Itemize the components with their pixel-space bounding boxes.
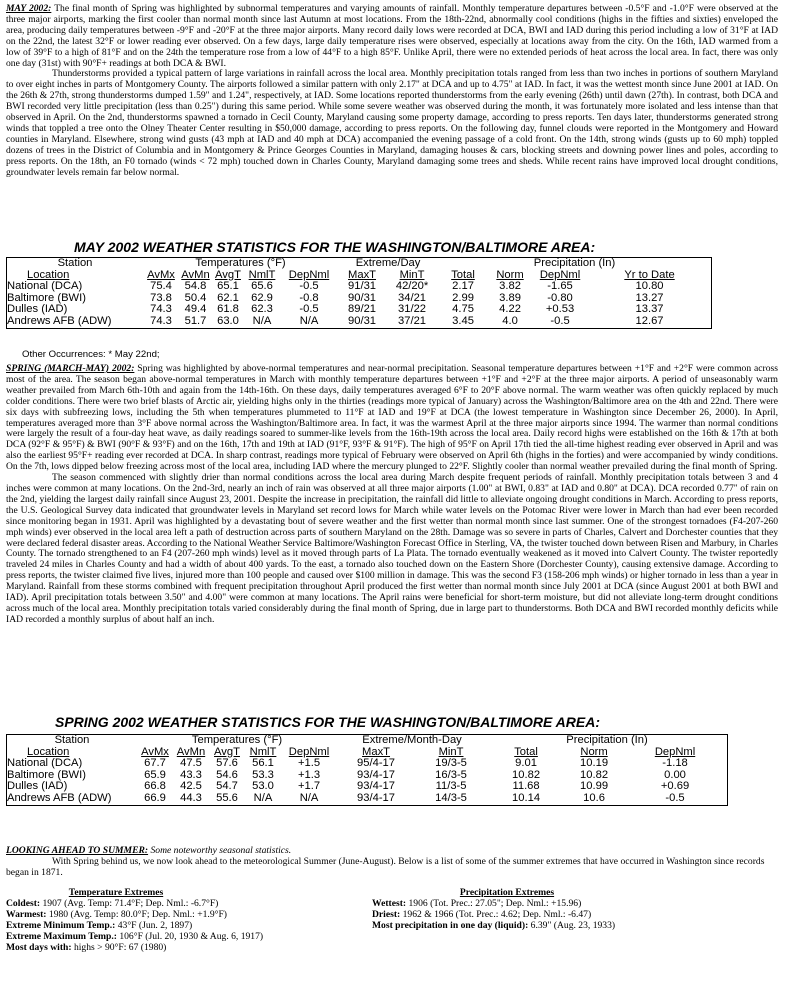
spring-group-extreme: Extreme/Month-Day xyxy=(362,734,462,746)
table-cell: 53.0 xyxy=(252,780,274,793)
table-cell: 62.9 xyxy=(251,291,273,304)
extreme-label: Coldest: xyxy=(6,898,41,909)
spring-col-avgt: AvgT xyxy=(214,745,240,758)
extreme-label: Driest: xyxy=(372,909,401,920)
may-col-avmn: AvMn xyxy=(181,268,210,281)
table-cell: 10.99 xyxy=(580,780,609,793)
table-cell: N/A xyxy=(299,314,319,327)
table-cell: 54.6 xyxy=(216,768,238,781)
table-cell: 10.19 xyxy=(580,757,609,770)
table-cell: 9.01 xyxy=(515,757,537,770)
may-col-depnml: DepNml xyxy=(288,268,330,281)
table-cell: -0.80 xyxy=(547,291,573,304)
spring-col-maxt: MaxT xyxy=(362,745,391,758)
looking-ahead-subtitle: Some noteworthy seasonal statistics. xyxy=(148,845,292,856)
spring-col-nmlt: NmlT xyxy=(249,745,277,758)
list-item xyxy=(6,942,366,953)
table-cell: +1.3 xyxy=(297,768,321,781)
looking-ahead-lead: LOOKING AHEAD TO SUMMER: xyxy=(6,845,149,856)
station-name: Baltimore (BWI) xyxy=(7,291,86,304)
table-cell: 42/20* xyxy=(395,280,429,293)
table-cell: 2.17 xyxy=(452,280,474,293)
table-cell: +0.69 xyxy=(660,780,690,793)
table-cell: 49.4 xyxy=(184,303,207,316)
spring-col-precip-depnml: DepNml xyxy=(654,745,696,758)
table-cell: 47.5 xyxy=(180,757,202,770)
table-cell: 65.6 xyxy=(251,280,273,293)
table-cell: 53.3 xyxy=(252,768,274,781)
list-item xyxy=(372,920,772,931)
table-cell: -0.5 xyxy=(665,791,685,804)
may-col-yr-to-date: Yr to Date xyxy=(624,268,675,281)
temperature-extremes xyxy=(6,887,366,953)
table-cell: -0.5 xyxy=(299,280,319,293)
station-name: Baltimore (BWI) xyxy=(7,768,86,781)
may-group-extreme: Extreme/Day xyxy=(355,257,421,269)
table-cell: 54.8 xyxy=(184,280,207,293)
station-name: Dulles (IAD) xyxy=(7,780,68,793)
may-col-total: Total xyxy=(451,268,475,281)
temperature-extremes-title: Temperature Extremes xyxy=(68,887,164,898)
extreme-value: 6.39" (Aug. 23, 1933) xyxy=(528,920,616,931)
extreme-label: Most days with: xyxy=(6,942,72,953)
table-cell: 55.6 xyxy=(216,791,238,804)
list-item xyxy=(372,909,772,920)
table-cell: 74.3 xyxy=(150,314,172,327)
spring-group-precipitation: Precipitation (In) xyxy=(566,734,648,746)
table-cell: 74.3 xyxy=(150,303,172,316)
extreme-value: 1962 & 1966 (Tot. Prec.: 4.62; Dep. Nml.: -6.47) xyxy=(400,909,592,920)
may-summary-lead: MAY 2002: xyxy=(6,3,52,14)
table-cell: -0.5 xyxy=(550,314,570,327)
looking-ahead xyxy=(6,846,778,879)
extreme-value: 1906 (Tot. Prec.: 27.05"; Dep. Nml.: +15.96) xyxy=(406,898,582,909)
spring-group-temperatures: Temperatures (°F) xyxy=(191,734,283,746)
may-table-note: Other Occurrences: * May 22nd; xyxy=(22,349,160,360)
table-cell: 10.80 xyxy=(635,280,664,293)
table-cell: 13.37 xyxy=(635,303,664,316)
may-summary-p2: Thunderstorms provided a typical pattern of large variations in rainfall across the local area. Monthly precipitation totals ranged from less than two inches in portions of southern Maryland to over eight inches in parts of Montgomery County. The airports followed a similar pattern with only 2.17" at DCA and up to 4.75" at IAD. In fact, it was the wettest month since June 2001 at IAD. On the 26th & 27th, strong thunderstorms dumped 1.59" and 1.24", respectively, at IAD. Some locations reported thunderstorms from the early evening (26th) until dawn (27th). In contrast, both DCA and BWI recorded very little precipitation (less than 0.25") during this same period. While some severe weather was observed during the month, it was fortunately more isolated and less intense than that observed in April. On the 2nd, thunderstorms spawned a tornado in Cecil County, Maryland causing some property damage, according to press reports. Ten days later, thunderstorms generated strong winds that toppled a tree onto the Olney Theater Center resulting in $50,000 damage, according to press reports. On the following day, funnel clouds were reported in the Montgomery and Howard counties in Maryland. Elsewhere, strong wind gusts (43 mph at IAD and 40 mph at DCA) accompanied the evening passage of a cold front. On the 14th, strong winds (gusts up to 60 mph) toppled dozens of trees in the District of Columbia and in Montgomery & Prince Georges Counties in Maryland, damaging houses & cars, blocking streets and downing power lines and poles, according to press reports. On the 18th, an F0 tornado (winds < 72 mph) touched down in Charles County, Maryland damaging some trees and sheds. While recent rains have improved local drought conditions, groundwater levels remain far below normal. xyxy=(6,68,778,178)
spring-summary-p2: The season commenced with slightly drier than normal conditions across the local area during March despite frequent periods of rainfall. Monthly precipitation totals between 3 and 4 inches were common at many locations. On the 2nd-3rd, nearly an inch of rain was observed at all three major airports (1.00" at BWI, 0.83" at IAD and 0.80" at DCA). DCA recorded 0.77" of rain on the 2nd, yielding the largest daily rainfall since August 23, 2001. Despite the increase in precipitation, the rainfall did little to alleviate ongoing drought conditions in March. According to press reports, the U.S. Geological Survey data indicated that groundwater levels in Maryland set record lows for March while water levels on the Potomac River were lower in March than had ever been recorded since monitoring began in 1931. April was highlighted by a devastating bout of severe weather and the first wetter than normal month since last summer. One of the strongest tornadoes (F4-207-260 mph winds) ever observed in the local area left a path of destruction across parts of southern Maryland on the 28th. Damage was so severe in parts of Charles, Calvert and Dorchester counties that they were declared federal disaster areas. According to the National Weather Service Baltimore/Washington Forecast Office in Sterling, VA, the twister touched down between Risen and Marbury, in Charles County. The tornado strengthened to an F4 (207-260 mph winds) level as it moved through parts of La Plata. The tornado eventually weakened as it moved into Calvert County. The twister reportedly traveled 24 miles in Charles County and had a width of about 400 yards. To the east, a tornado also touched down on the Eastern Shore (Dorchester County), causing extensive damage. According to press reports, the twister claimed five lives, injured more than 100 people and caused over $100 million in damage. This was the second F3 (158-206 mph winds) or higher tornado in less than a year in Maryland. Rainfall from these storms combined with frequent precipitation throughout April produced the first wetter than normal month since July 2001 at DCA (since August 2001 at both BWI and IAD). April precipitation totals between 3.50" and 4.00" were common at many locations. The April rains were beneficial for short-term moisture, but did not alleviate long-term drought conditions across much of the local area. Monthly precipitation totals varied considerably during the final month of Spring, due in large part to thunderstorms. Both DCA and BWI recorded monthly deficits while IAD recorded a monthly surplus of about half an inch. xyxy=(6,472,778,625)
table-cell: 89/21 xyxy=(348,303,377,316)
table-cell: -0.8 xyxy=(299,291,319,304)
may-col-location: Location xyxy=(27,268,70,281)
table-cell: 54.7 xyxy=(216,780,238,793)
table-cell: 37/21 xyxy=(398,314,427,327)
spring-summary-p1 xyxy=(6,364,778,473)
extreme-value: 106°F (Jul. 20, 1930 & Aug. 6, 1917) xyxy=(116,931,264,942)
extreme-label: Most precipitation in one day (liquid): xyxy=(372,920,529,931)
table-cell: 66.9 xyxy=(144,791,166,804)
table-cell: 10.82 xyxy=(512,768,541,781)
table-cell: 95/4-17 xyxy=(357,757,395,770)
table-row xyxy=(7,793,727,805)
may-group-precipitation: Precipitation (In) xyxy=(533,257,616,269)
may-col-mint: MinT xyxy=(399,268,425,281)
precipitation-extremes-title: Precipitation Extremes xyxy=(459,887,555,898)
spring-col-avmn: AvMn xyxy=(176,745,206,758)
may-col-maxt: MaxT xyxy=(348,268,377,281)
table-cell: 14/3-5 xyxy=(435,791,467,804)
list-item xyxy=(372,898,772,909)
may-col-nmlt: NmlT xyxy=(248,268,276,281)
table-cell: 44.3 xyxy=(180,791,202,804)
spring-table-title: SPRING 2002 WEATHER STATISTICS FOR THE WASHINGTON/BALTIMORE AREA: xyxy=(55,714,600,730)
table-cell: N/A xyxy=(299,791,319,804)
may-summary-text-1: The final month of Spring was highlighted by subnormal temperatures and varying amounts of rainfall. Monthly temperature departures between -0.5°F and -1.0°F were observed at the three major airports, marking the first cooler than normal month since last Autumn at most locations. From the 18th-22nd, abnormally cool conditions (highs in the fifties and sixties) enveloped the area, producing daily temperatures between -9°F and -20°F at the three major airports. Many record daily lows were recorded at DCA, BWI and IAD during this period including a low of 31°F at IAD on the 22nd, the latest 32°F or lower reading ever observed. On a few days, large daily temperature rises were observed, especially at locations away from the city. On the 16th, IAD warmed from a low of 39°F to a high of 81°F and on the 24th the temperature rose from a low of 44°F to a high 85°F. Unlike April, there were no extended periods of heat across the local area. In fact, there was only one day (31st) with 90°F+ readings at both DCA & BWI. xyxy=(6,3,778,69)
table-cell: 56.1 xyxy=(252,757,274,770)
spring-col-total: Total xyxy=(514,745,538,758)
extreme-label: Warmest: xyxy=(6,909,47,920)
table-cell: 12.67 xyxy=(635,314,664,327)
table-cell: 93/4-17 xyxy=(357,780,395,793)
table-cell: 93/4-17 xyxy=(357,791,395,804)
table-cell: 4.75 xyxy=(452,303,474,316)
table-cell: 65.1 xyxy=(217,280,239,293)
table-cell: 3.82 xyxy=(499,280,521,293)
table-cell: 93/4-17 xyxy=(357,768,395,781)
table-cell: -1.65 xyxy=(547,280,573,293)
table-cell: 67.7 xyxy=(144,757,166,770)
table-cell: 2.99 xyxy=(452,291,474,304)
table-cell: 10.14 xyxy=(512,791,541,804)
table-cell: 31/22 xyxy=(398,303,427,316)
may-stats-table xyxy=(6,257,712,329)
table-cell: +1.7 xyxy=(297,780,321,793)
table-cell: 19/3-5 xyxy=(435,757,467,770)
may-col-avmx: AvMx xyxy=(147,268,175,281)
may-col-precip-depnml: DepNml xyxy=(539,268,581,281)
table-cell: 42.5 xyxy=(180,780,202,793)
spring-col-norm: Norm xyxy=(580,745,608,758)
may-summary xyxy=(6,4,778,179)
table-row xyxy=(7,316,711,328)
table-cell: 4.0 xyxy=(502,314,518,327)
table-cell: 11.68 xyxy=(512,780,540,793)
table-cell: 4.22 xyxy=(499,303,521,316)
spring-summary-lead: SPRING (MARCH-MAY) 2002: xyxy=(6,363,135,374)
may-table-title: MAY 2002 WEATHER STATISTICS FOR THE WASHINGTON/BALTIMORE AREA: xyxy=(74,239,596,255)
table-cell: 66.8 xyxy=(144,780,166,793)
station-name: National (DCA) xyxy=(7,280,83,293)
table-cell: 43.3 xyxy=(180,768,202,781)
spring-summary xyxy=(6,364,778,626)
table-cell: 16/3-5 xyxy=(435,768,467,781)
spring-col-depnml: DepNml xyxy=(288,745,330,758)
station-name: National (DCA) xyxy=(7,757,83,770)
table-cell: 13.27 xyxy=(635,291,664,304)
may-col-norm: Norm xyxy=(496,268,524,281)
table-cell: 3.45 xyxy=(452,314,474,327)
table-cell: 91/31 xyxy=(348,280,377,293)
spring-col-location: Location xyxy=(27,745,70,758)
list-item xyxy=(6,898,366,909)
table-cell: 90/31 xyxy=(348,291,377,304)
station-name: Andrews AFB (ADW) xyxy=(7,314,112,327)
table-cell: 11/3-5 xyxy=(435,780,467,793)
table-cell: +0.53 xyxy=(545,303,575,316)
extreme-label: Extreme Minimum Temp.: xyxy=(6,920,116,931)
table-cell: -1.18 xyxy=(662,757,688,770)
table-cell: 62.1 xyxy=(217,291,239,304)
list-item xyxy=(6,920,366,931)
table-cell: 61.8 xyxy=(217,303,239,316)
spring-summary-text-1: Spring was highlighted by above-normal temperatures and near-normal precipitation. Seasonal temperature departures between +1°F and +2°F were common across most of the area. The season began above-normal temperatures in March with monthly temperature departures between +1°F and +2°F at the three major airports. A period of unseasonably warm weather prevailed from March 6th-10th and again from the 14th-16th. On these days, daily temperatures averaged 6°F to 20°F above normal. The warm weather was often quickly replaced by much colder conditions. There were two brief blasts of Arctic air, yielding highs only in the thirties (readings more typical of January) across the Washington/Baltimore area on the 4th and 22nd. There were six days with subfreezing lows, including the 5th when temperatures plummeted to 11°F at IAD and 19°F at DCA (the lowest temperature in Washington since December 26, 2000). In April, temperatures averaged more than 3°F above normal across the Washington/Baltimore area. In fact, it was the warmest April at the three major airports since 1994. The warmer than normal conditions were largely the result of a four-day heat wave, as daily readings soared to summer-like levels from the 16th-19th across the local area. Daily record highs were established on the 16th & 17th at both DCA (92°F & 95°F) & BWI (90°F & 93°F) and on the 16th, 17th and 19th at IAD (91°F, 93°F & 91°F). The high of 95°F on April 17th tied the all-time highest reading ever observed in April and was also the earliest 95°F+ reading ever recorded at DCA. In sharp contrast, readings more typical of February were observed on April 6th (highs in the forties) and were accompanied by windy conditions. On the 7th, lows dipped below freezing across most of the local area, including IAD where the mercury plunged to 22°F. Slightly cooler than normal weather prevailed during the final month of Spring. xyxy=(6,363,778,473)
precipitation-extremes xyxy=(372,887,772,931)
extreme-value: 1907 (Avg. Temp: 71.4°F; Dep. Nml.: -6.7°F) xyxy=(40,898,219,909)
station-name: Andrews AFB (ADW) xyxy=(7,791,112,804)
looking-ahead-intro: With Spring behind us, we now look ahead to the meteorological Summer (June-August). Below is a list of some of the summer extremes that have occurred in Washington since records began in 1871. xyxy=(6,855,765,878)
extreme-value: 1980 (Avg. Temp: 80.0°F; Dep. Nml.: +1.9°F) xyxy=(46,909,227,920)
extreme-value: highs > 90°F: 67 (1980) xyxy=(71,942,167,953)
table-cell: 50.4 xyxy=(184,291,207,304)
station-name: Dulles (IAD) xyxy=(7,303,68,316)
list-item xyxy=(6,909,366,920)
table-cell: 10.6 xyxy=(583,791,605,804)
table-cell: 65.9 xyxy=(144,768,166,781)
table-cell: 62.3 xyxy=(251,303,273,316)
spring-col-mint: MinT xyxy=(438,745,464,758)
table-cell: 63.0 xyxy=(217,314,239,327)
spring-col-avmx: AvMx xyxy=(141,745,169,758)
table-cell: N/A xyxy=(253,791,273,804)
list-item xyxy=(6,931,366,942)
table-cell: 3.89 xyxy=(499,291,521,304)
table-cell: 0.00 xyxy=(664,768,686,781)
table-cell: 90/31 xyxy=(348,314,377,327)
may-group-station: Station xyxy=(57,257,93,269)
extreme-label: Wettest: xyxy=(372,898,407,909)
spring-stats-table xyxy=(6,734,728,806)
may-summary-p1 xyxy=(6,4,778,69)
table-cell: 75.4 xyxy=(150,280,172,293)
may-group-temperatures: Temperatures (°F) xyxy=(195,257,286,269)
table-cell: +1.5 xyxy=(297,757,321,770)
table-cell: 57.6 xyxy=(216,757,238,770)
table-cell: 51.7 xyxy=(184,314,207,327)
table-cell: 10.82 xyxy=(580,768,609,781)
spring-group-station: Station xyxy=(54,734,90,746)
may-col-avgt: AvgT xyxy=(215,268,241,281)
table-cell: 73.8 xyxy=(150,291,172,304)
extreme-label: Extreme Maximum Temp.: xyxy=(6,931,117,942)
table-cell: 34/21 xyxy=(398,291,427,304)
extreme-value: 43°F (Jun. 2, 1897) xyxy=(115,920,193,931)
table-cell: -0.5 xyxy=(299,303,319,316)
table-cell: N/A xyxy=(252,314,272,327)
